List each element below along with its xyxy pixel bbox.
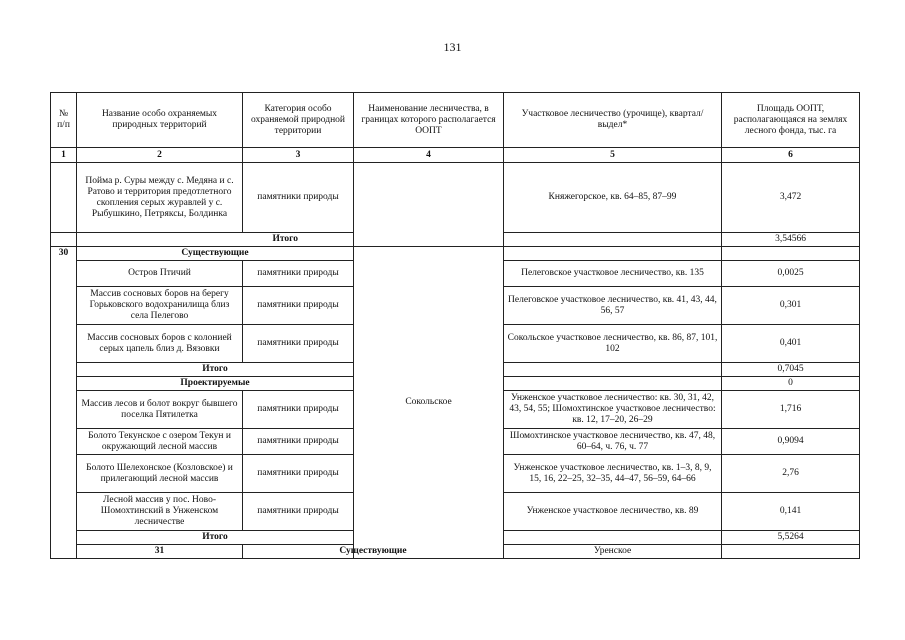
total-label: Итого bbox=[77, 531, 354, 545]
existing-label: Существующие bbox=[243, 545, 504, 559]
oopt-area: 1,716 bbox=[722, 391, 860, 429]
empty-cell bbox=[504, 247, 722, 261]
oopt-local-forestry: Пелеговское участковое лесничество, кв. 41, 43, 44, 56, 57 bbox=[504, 287, 722, 325]
oopt-name: Остров Птичий bbox=[77, 261, 243, 287]
empty-cell bbox=[504, 531, 722, 545]
empty-cell bbox=[504, 233, 722, 247]
forestry-name: Уренское bbox=[504, 545, 722, 559]
total-area: 5,5264 bbox=[722, 531, 860, 545]
oopt-local-forestry: Княжегорское, кв. 64–85, 87–99 bbox=[504, 163, 722, 233]
oopt-table bbox=[50, 92, 860, 559]
group-number: 31 bbox=[77, 545, 243, 559]
oopt-category: памятники природы bbox=[243, 391, 354, 429]
oopt-local-forestry: Унженское участковое лесничество, кв. 1–3, 8, 9, 15, 16, 22–25, 32–35, 44–47, 56–59, 64–66 bbox=[504, 455, 722, 493]
oopt-local-forestry: Сокольское участковое лесничество, кв. 86, 87, 101, 102 bbox=[504, 325, 722, 363]
existing-label: Существующие bbox=[77, 247, 354, 261]
header-category: Категория особо охраняемой природной территории bbox=[243, 93, 354, 148]
oopt-name: Пойма р. Суры между с. Медяна и с. Ратово и территория предотлетного скопления серых журавлей у с. Рыбушкино, Петряксы, Болдинка bbox=[77, 163, 243, 233]
oopt-category: памятники природы bbox=[243, 493, 354, 531]
column-number: 5 bbox=[504, 148, 722, 163]
row-num-cell bbox=[51, 233, 77, 247]
total-area: 0,7045 bbox=[722, 363, 860, 377]
column-number: 2 bbox=[77, 148, 243, 163]
oopt-local-forestry: Пелеговское участковое лесничество, кв. 135 bbox=[504, 261, 722, 287]
header-num: № п/п bbox=[51, 93, 77, 148]
empty-cell bbox=[504, 377, 722, 391]
group-header-row bbox=[51, 247, 860, 261]
oopt-category: памятники природы bbox=[243, 325, 354, 363]
planned-area: 0 bbox=[722, 377, 860, 391]
oopt-name: Массив лесов и болот вокруг бывшего поселка Пятилетка bbox=[77, 391, 243, 429]
table-row bbox=[51, 163, 860, 233]
oopt-area: 0,9094 bbox=[722, 429, 860, 455]
oopt-name: Болото Шелехонское (Козловское) и прилегающий лесной массив bbox=[77, 455, 243, 493]
oopt-category: памятники природы bbox=[243, 287, 354, 325]
column-number: 4 bbox=[354, 148, 504, 163]
total-label: Итого bbox=[77, 363, 354, 377]
header-local-forestry: Участковое лесничество (урочище), квартал/выдел* bbox=[504, 93, 722, 148]
oopt-name: Лесной массив у пос. Ново-Шомохтинский в Унженском лесничестве bbox=[77, 493, 243, 531]
oopt-category: памятники природы bbox=[243, 261, 354, 287]
oopt-area: 0,301 bbox=[722, 287, 860, 325]
table-header-row bbox=[51, 93, 860, 148]
forestry-name: Сокольское bbox=[354, 247, 504, 559]
forestry-cell bbox=[354, 163, 504, 247]
column-number: 1 bbox=[51, 148, 77, 163]
oopt-category: памятники природы bbox=[243, 429, 354, 455]
page-number: 131 bbox=[443, 40, 462, 54]
oopt-name: Массив сосновых боров на берегу Горьковского водохранилища близ села Пелегово bbox=[77, 287, 243, 325]
empty-cell bbox=[722, 545, 860, 559]
empty-cell bbox=[504, 363, 722, 377]
column-number: 6 bbox=[722, 148, 860, 163]
oopt-area: 0,141 bbox=[722, 493, 860, 531]
header-area: Площадь ООПТ, располагающаяся на землях лесного фонда, тыс. га bbox=[722, 93, 860, 148]
empty-cell bbox=[722, 247, 860, 261]
header-name: Название особо охраняемых природных территорий bbox=[77, 93, 243, 148]
total-label: Итого bbox=[77, 233, 354, 247]
oopt-area: 0,401 bbox=[722, 325, 860, 363]
oopt-area: 2,76 bbox=[722, 455, 860, 493]
column-number: 3 bbox=[243, 148, 354, 163]
oopt-name: Болото Текунское с озером Текун и окружающий лесной массив bbox=[77, 429, 243, 455]
row-num-cell bbox=[51, 163, 77, 233]
oopt-local-forestry: Унженское участковое лесничество, кв. 89 bbox=[504, 493, 722, 531]
header-forestry: Наименование лесничества, в границах которого располагается ООПТ bbox=[354, 93, 504, 148]
oopt-area: 3,472 bbox=[722, 163, 860, 233]
oopt-category: памятники природы bbox=[243, 163, 354, 233]
column-numbers-row bbox=[51, 148, 860, 163]
oopt-local-forestry: Унженское участковое лесничество: кв. 30, 31, 42, 43, 54, 55; Шомохтинское участковое лесничество: кв. 12, 17–20, 26–29 bbox=[504, 391, 722, 429]
group-number: 30 bbox=[51, 247, 77, 559]
planned-label: Проектируемые bbox=[77, 377, 354, 391]
oopt-area: 0,0025 bbox=[722, 261, 860, 287]
oopt-name: Массив сосновых боров с колонией серых цапель близ д. Вязовки bbox=[77, 325, 243, 363]
total-area: 3,54566 bbox=[722, 233, 860, 247]
oopt-category: памятники природы bbox=[243, 455, 354, 493]
oopt-local-forestry: Шомохтинское участковое лесничество, кв. 47, 48, 60–64, ч. 76, ч. 77 bbox=[504, 429, 722, 455]
group-header-row bbox=[51, 545, 860, 559]
